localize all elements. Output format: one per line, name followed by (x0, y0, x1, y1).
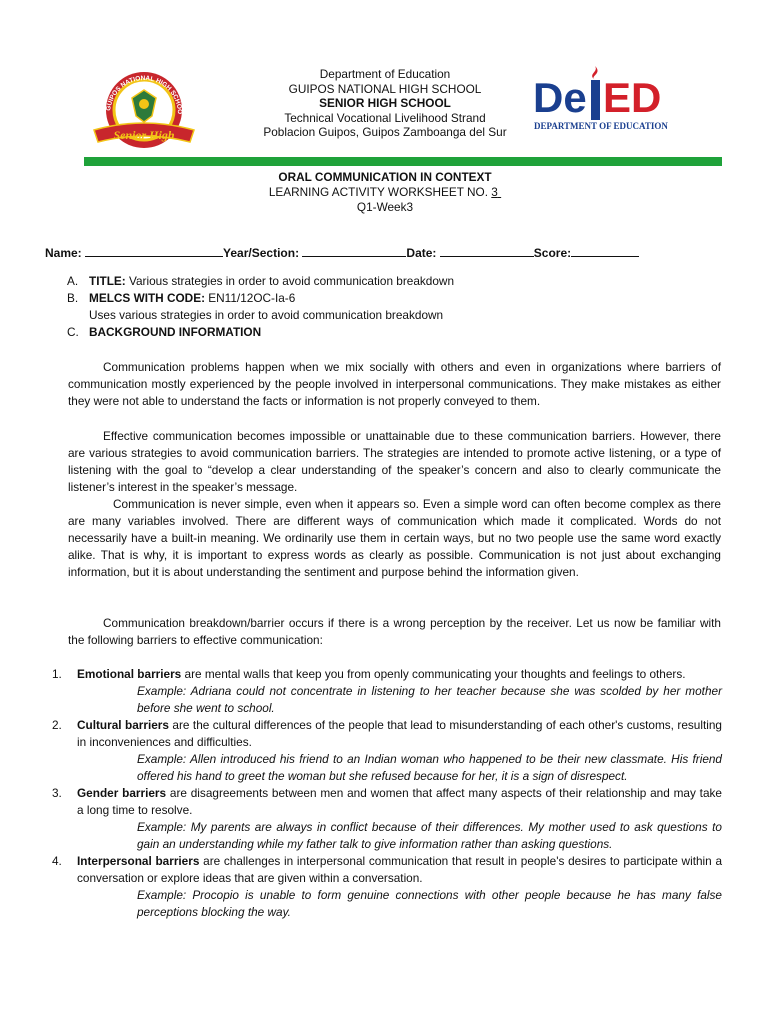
list-number: 2. (52, 718, 62, 732)
name-label: Name: (45, 246, 82, 260)
outline (67, 273, 454, 341)
outline-a-letter: A. (67, 274, 79, 288)
score-blank[interactable] (571, 245, 639, 257)
barrier-term: Emotional barriers (77, 667, 182, 681)
list-number: 4. (52, 854, 62, 868)
year-label: Year/Section: (223, 246, 300, 260)
deped-logo (533, 66, 699, 136)
header-divider (84, 157, 722, 166)
header-address: Poblacion Guipos, Guipos Zamboanga del Sur (263, 125, 507, 139)
outline-b-code: EN11/12OC-Ia-6 (208, 291, 296, 305)
barrier-example: Example: Allen introduced his friend to an Indian woman who happened to be their new classmate. His friend offered his hand to greet the woman but she refused because for her, it is a sign of disrespect. (137, 752, 722, 783)
outline-b-letter: B. (67, 291, 79, 305)
list-number: 3. (52, 786, 62, 800)
svg-text:De: De (533, 74, 587, 121)
outline-b-label: MELCS WITH CODE: (89, 291, 205, 305)
student-info-line (45, 245, 639, 260)
header-strand: Technical Vocational Livelihood Strand (284, 110, 486, 125)
barrier-example: Example: Adriana could not concentrate in listening to her teacher because she was scolded by her mother before she went to school. (137, 684, 722, 715)
outline-a (67, 273, 454, 290)
worksheet-label: LEARNING ACTIVITY WORKSHEET NO. (268, 185, 489, 199)
outline-a-label: TITLE: (89, 274, 126, 288)
header-shs: SENIOR HIGH SCHOOL (319, 96, 451, 110)
paragraph-1: Communication problems happen when we mix socially with others and even in organizations where barriers of communication mostly experienced by the people involved in interpersonal communications. They make mistakes as either they were not able to understand the facts or information is not properly conveyed to them. (68, 360, 721, 408)
barrier-desc: are challenges in interpersonal communication that result in people's desires to participate within a conversation or explore ideas that are given within a conversation. (77, 854, 723, 885)
header-dept: Department of Education (319, 67, 451, 81)
subject-title: ORAL COMMUNICATION IN CONTEXT (278, 170, 492, 184)
worksheet-title (200, 170, 570, 215)
seal-banner-text: Senior High (113, 128, 175, 142)
date-blank[interactable] (440, 245, 534, 257)
list-number: 1. (52, 667, 62, 681)
barriers-list (52, 666, 722, 921)
date-label: Date: (406, 246, 437, 260)
header-school: GUIPOS NATIONAL HIGH SCHOOL (288, 81, 482, 96)
svg-text:ED: ED (603, 74, 662, 121)
score-label: Score: (533, 246, 572, 260)
outline-c-letter: C. (67, 325, 79, 339)
barrier-desc: are disagreements between men and women that affect many aspects of their relationship and may take a long time to resolve. (77, 786, 722, 817)
name-blank[interactable] (85, 245, 223, 257)
list-item (52, 853, 722, 921)
outline-b (67, 290, 454, 307)
barrier-term: Interpersonal barriers (77, 854, 200, 868)
paragraph-3: Communication is never simple, even when it appears so. Even a simple word can often become complex as there are many variables involved. There are different ways of communication which made it complicated. Words do not necessarily have a built-in meaning. We ordinarily use them in certain ways, but no two people use the same word exactly alike. That is why, it is important to express words as clearly as possible. Communication is not just about exchanging information, but it is about understanding the sentiment and purpose behind the information given. (68, 497, 721, 579)
barrier-desc: are the cultural differences of the people that lead to misunderstanding of each other's customs, resulting in inconveniences and difficulties. (77, 718, 722, 749)
school-seal-logo (90, 68, 198, 150)
outline-c (67, 324, 454, 341)
list-item (52, 666, 722, 717)
school-header (220, 67, 550, 140)
barrier-example: Example: Procopio is unable to form genuine connections with other people because he has many false perceptions blocking the way. (137, 888, 722, 919)
barrier-term: Gender barriers (77, 786, 167, 800)
list-item (52, 717, 722, 785)
deped-subtitle: DEPARTMENT OF EDUCATION (534, 121, 668, 131)
outline-b-text: Uses various strategies in order to avoid communication breakdown (89, 308, 444, 322)
year-blank[interactable] (302, 245, 406, 257)
paragraph-2: Effective communication becomes impossible or unattainable due to these communication barriers. However, there are various strategies to avoid communication barriers. The strategies are intended to promote active listening, or a type of listening with the goal to “develop a clear understanding of the speaker’s concern and also to clearly communicate the listener’s interest in the speaker’s message. (68, 429, 721, 494)
week-label: Q1-Week3 (356, 200, 414, 214)
list-item (52, 785, 722, 853)
barrier-example: Example: My parents are always in conflict because of their differences. My mother used to ask questions to gain an understanding while my father talk to give information rather than asking questions. (137, 820, 722, 851)
paragraph-4: Communication breakdown/barrier occurs if there is a wrong perception by the receiver. Let us now be familiar with the following barriers to effective communication: (68, 616, 721, 647)
barrier-term: Cultural barriers (77, 718, 169, 732)
worksheet-line (200, 185, 570, 200)
worksheet-number: 3 (491, 185, 498, 199)
outline-a-text: Various strategies in order to avoid communication breakdown (128, 274, 455, 288)
outline-c-label: BACKGROUND INFORMATION (89, 325, 262, 339)
barrier-desc: are mental walls that keep you from openly communicating your thoughts and feelings to others. (181, 667, 686, 681)
seal-arc-text: GUIPOS NATIONAL HIGH SCHOO (105, 74, 184, 115)
